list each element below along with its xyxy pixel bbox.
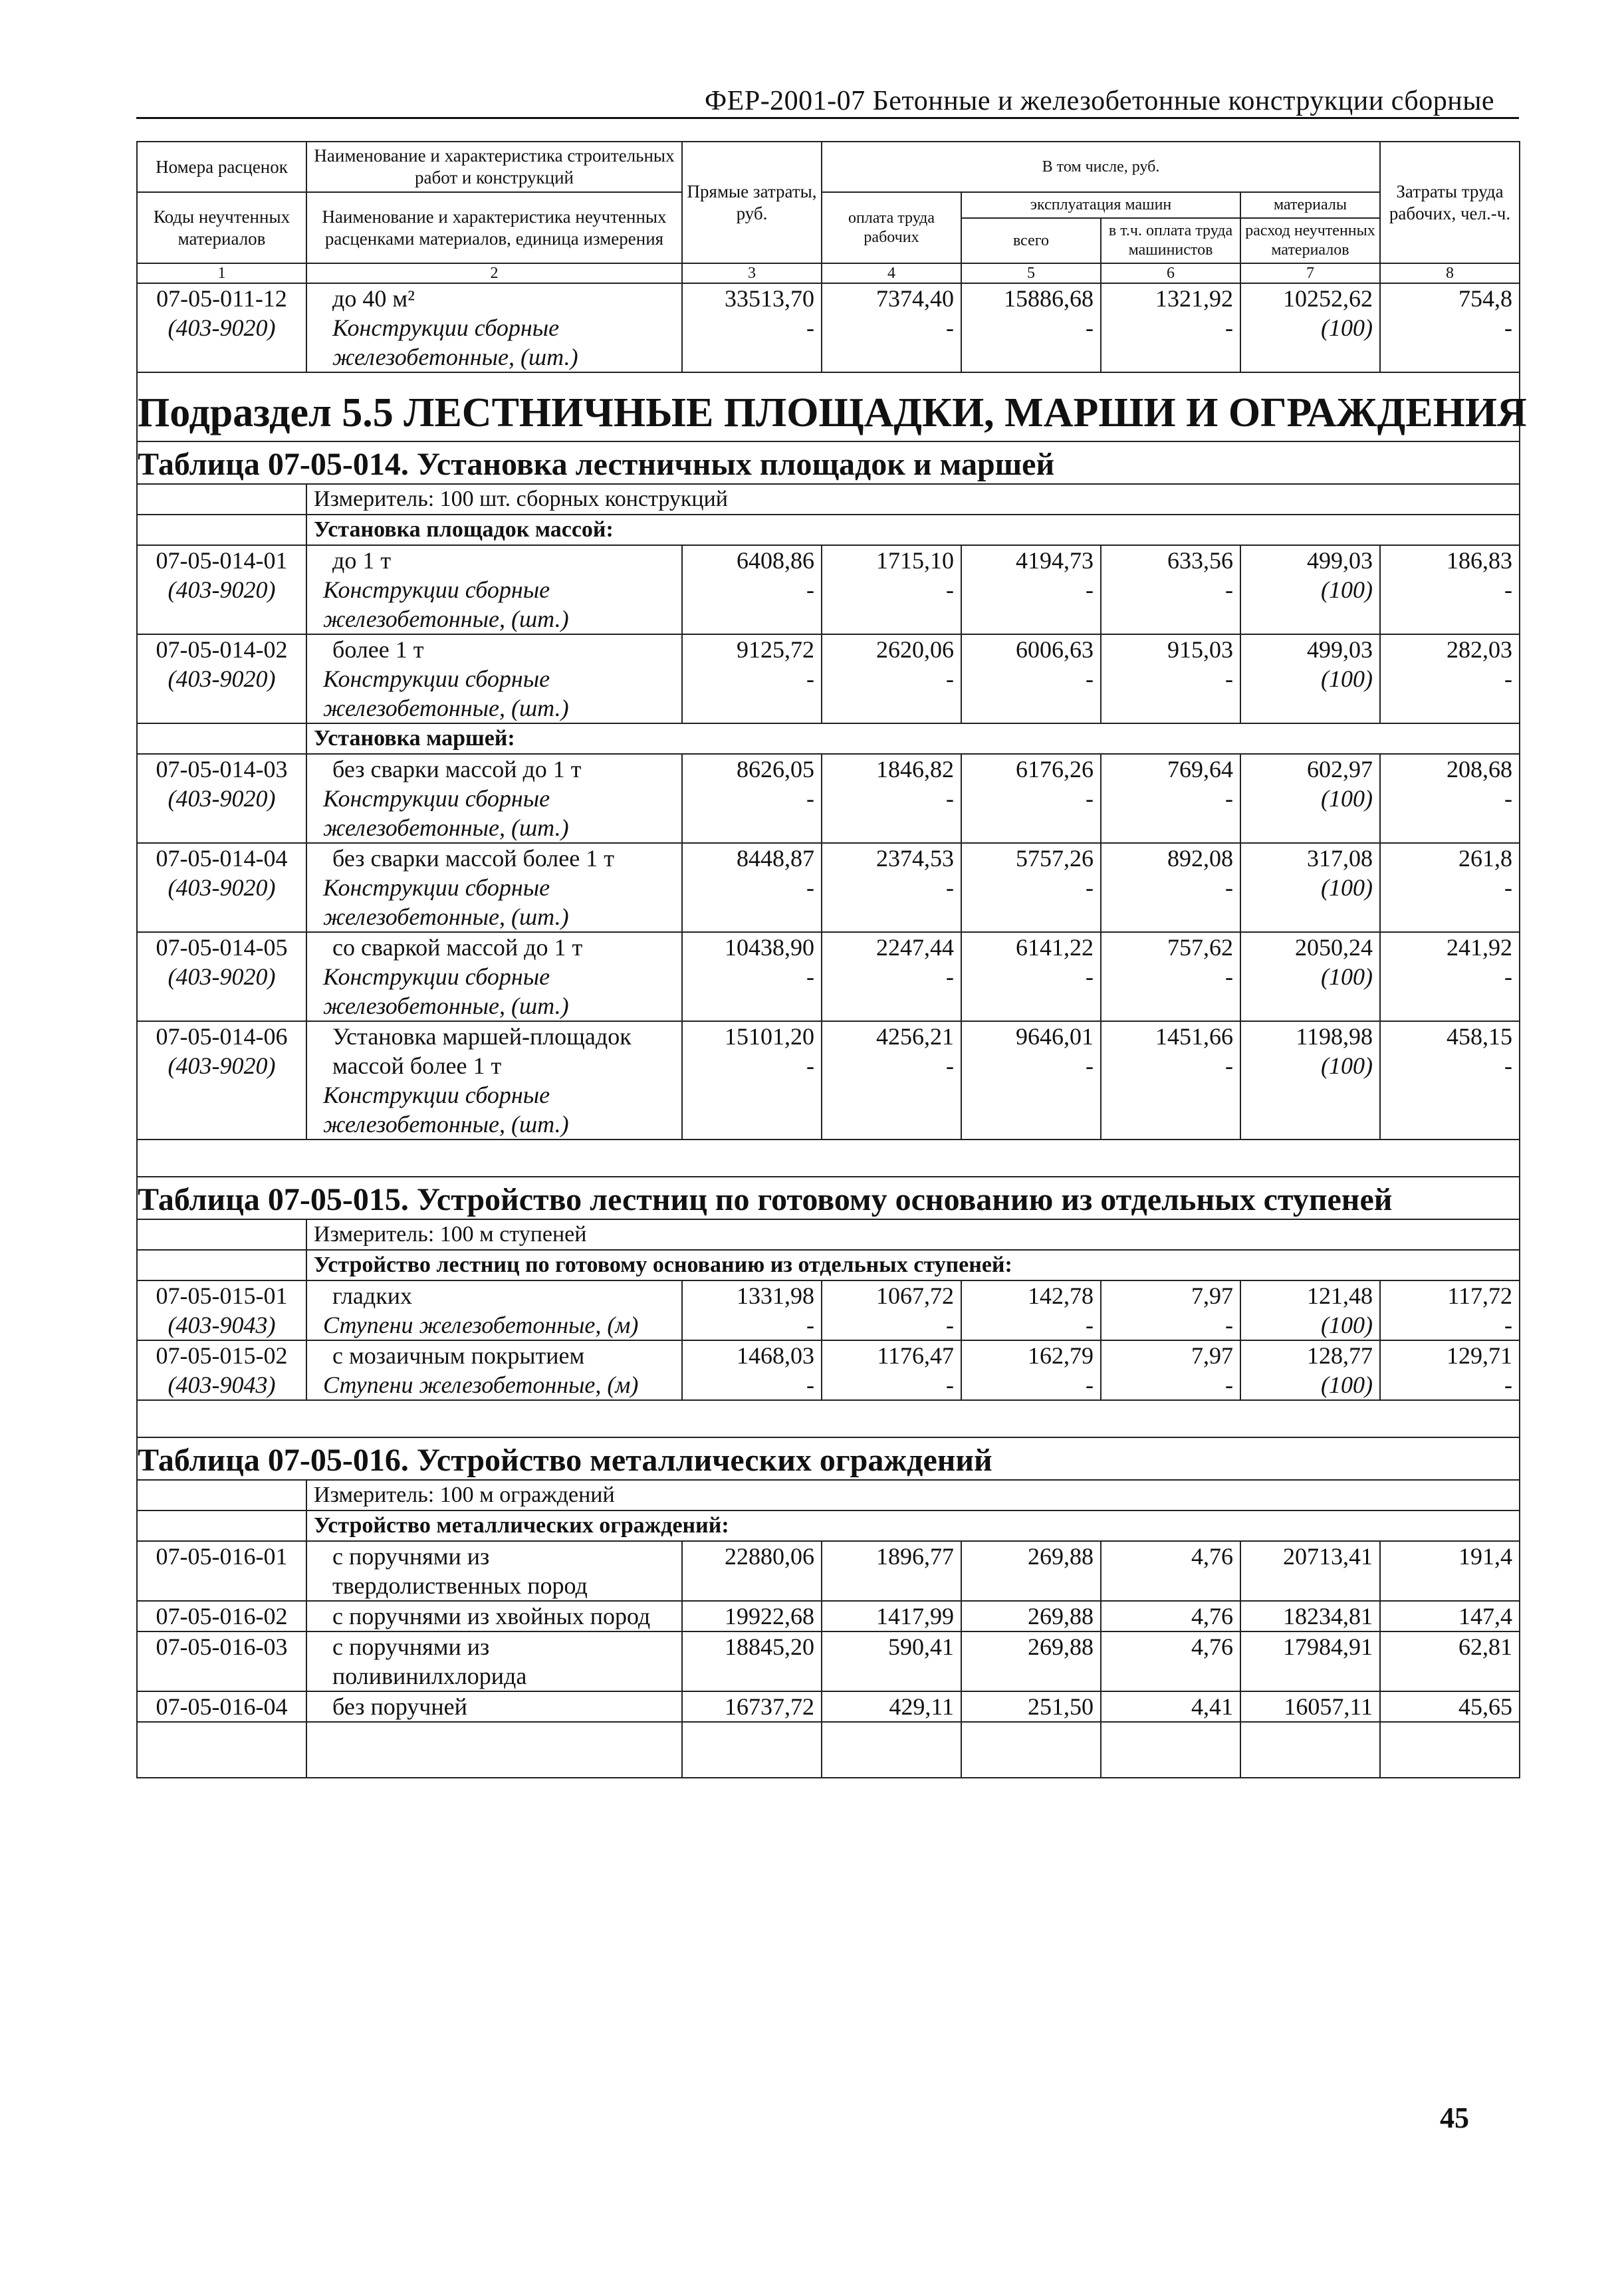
value-cell: 9125,72 - — [682, 634, 822, 723]
value-cell: 4,41 — [1101, 1691, 1240, 1722]
col-number: 2 — [306, 263, 682, 283]
rate-code: 07-05-016-01 — [137, 1541, 306, 1601]
material-code: (403-9020) — [168, 576, 276, 603]
rate-row — [137, 545, 1520, 634]
col-labor-pay-header: оплата труда рабочих — [822, 192, 961, 263]
rate-name: с поручнями из твердолиственных пород — [306, 1541, 682, 1601]
value-cell: 186,83 - — [1380, 545, 1520, 634]
material-name: Конструкции сборные железобетонные, (шт.) — [323, 665, 569, 721]
value-cell: 18845,20 — [682, 1631, 822, 1691]
value-cell: 499,03 (100) — [1240, 545, 1380, 634]
value-cell: 6408,86 - — [682, 545, 822, 634]
table-016-title: Таблица 07-05-016. Устройство металлических ограждений — [137, 1437, 1520, 1480]
value-cell: 16057,11 — [1240, 1691, 1380, 1722]
value-cell: 147,4 — [1380, 1601, 1520, 1631]
value-cell: 269,88 — [961, 1541, 1101, 1601]
col-number: 8 — [1380, 263, 1520, 283]
col-machinists-pay-header: в т.ч. оплата труда машинистов — [1101, 218, 1240, 263]
document-header-title: ФЕР-2001-07 Бетонные и железобетонные конструкции сборные — [705, 86, 1495, 116]
material-name: Ступени железобетонные, (м) — [323, 1312, 639, 1338]
rate-code: 07-05-015-01 (403-9043) — [137, 1280, 306, 1340]
page-number: 45 — [1440, 2102, 1469, 2134]
rate-code: 07-05-011-12 (403-9020) — [137, 283, 306, 372]
rate-name: без сварки массой до 1 т Конструкции сборные железобетонные, (шт.) — [306, 754, 682, 843]
col-machines-header: эксплуатация машин — [961, 192, 1240, 218]
material-code: (403-9020) — [168, 1052, 276, 1079]
table-015-title: Таблица 07-05-015. Устройство лестниц по готовому основанию из отдельных ступеней — [137, 1177, 1520, 1219]
value-cell: 7,97 - — [1101, 1340, 1240, 1400]
rate-row — [137, 754, 1520, 843]
col-number: 7 — [1240, 263, 1380, 283]
rate-code: 07-05-016-02 — [137, 1601, 306, 1631]
section-title: Подраздел 5.5 ЛЕСТНИЧНЫЕ ПЛОЩАДКИ, МАРШИ И ОГРАЖДЕНИЯ — [137, 372, 1520, 441]
value-cell: 129,71 - — [1380, 1340, 1520, 1400]
rate-name: со сваркой массой до 1 т Конструкции сборные железобетонные, (шт.) — [306, 932, 682, 1021]
rate-row: 07-05-011-12 (403-9020) до 40 м² Конструкции сборные железобетонные, (шт.) 33513,70 - 7374,40 - 15886,68 - 1321,92 - 10252,62 (100) 754,8 - — [137, 283, 1520, 372]
material-code: (403-9043) — [168, 1372, 276, 1398]
value-cell: 22880,06 — [682, 1541, 822, 1601]
value-cell: 1417,99 — [822, 1601, 961, 1631]
rate-row — [137, 1541, 1520, 1601]
header-row-2 — [137, 192, 1520, 218]
value-cell: 2247,44 - — [822, 932, 961, 1021]
rate-code: 07-05-016-03 — [137, 1631, 306, 1691]
rate-name: Установка маршей-площадок массой более 1 т Конструкции сборные железобетонные, (шт.) — [306, 1021, 682, 1140]
value-cell: 191,4 — [1380, 1541, 1520, 1601]
table-015-group: Устройство лестниц по готовому основанию из отдельных ступеней: — [306, 1250, 1520, 1280]
value-cell: 458,15 - — [1380, 1021, 1520, 1140]
rate-code: 07-05-014-06 (403-9020) — [137, 1021, 306, 1140]
value-cell: 1846,82 - — [822, 754, 961, 843]
material-code: (403-9020) — [168, 314, 276, 341]
col-materials-header: материалы — [1240, 192, 1380, 218]
value-cell: 117,72 - — [1380, 1280, 1520, 1340]
value-cell: 2620,06 - — [822, 634, 961, 723]
rate-name: без поручней — [306, 1691, 682, 1722]
col-including-header: В том числе, руб. — [822, 142, 1380, 192]
material-name: Конструкции сборные железобетонные, (шт.) — [332, 314, 578, 370]
rate-name: с мозаичным покрытием Ступени железобетонные, (м) — [306, 1340, 682, 1400]
value-cell: 62,81 — [1380, 1631, 1520, 1691]
table-014-rows-flights — [137, 754, 1520, 1140]
rate-code: 07-05-014-04 (403-9020) — [137, 843, 306, 932]
value-cell: 121,48 (100) — [1240, 1280, 1380, 1340]
value-cell: 4,76 — [1101, 1631, 1240, 1691]
value-cell: 4194,73 - — [961, 545, 1101, 634]
value-cell: 269,88 — [961, 1601, 1101, 1631]
col-material-use-header: расход неучтенных материалов — [1240, 218, 1380, 263]
value-cell: 1067,72 - — [822, 1280, 961, 1340]
value-cell: 45,65 — [1380, 1691, 1520, 1722]
material-code: (403-9020) — [168, 963, 276, 990]
value-cell: 602,97 (100) — [1240, 754, 1380, 843]
value-cell: 20713,41 — [1240, 1541, 1380, 1601]
material-code: (403-9020) — [168, 785, 276, 812]
value-cell: 18234,81 — [1240, 1601, 1380, 1631]
col-number: 6 — [1101, 263, 1240, 283]
value-cell: 1176,47 - — [822, 1340, 961, 1400]
material-name: Ступени железобетонные, (м) — [323, 1372, 639, 1398]
value-cell: 142,78 - — [961, 1280, 1101, 1340]
value-cell: 8626,05 - — [682, 754, 822, 843]
rate-name: гладких Ступени железобетонные, (м) — [306, 1280, 682, 1340]
value-cell: 1451,66 - — [1101, 1021, 1240, 1140]
material-name: Конструкции сборные железобетонные, (шт.) — [323, 874, 569, 930]
value-cell: 757,62 - — [1101, 932, 1240, 1021]
table-016-measure: Измеритель: 100 м ограждений — [306, 1480, 1520, 1510]
value-cell: 4,76 — [1101, 1541, 1240, 1601]
rate-row — [137, 1340, 1520, 1400]
rate-row — [137, 1601, 1520, 1631]
col-number: 5 — [961, 263, 1101, 283]
value-cell: 241,92 - — [1380, 932, 1520, 1021]
rate-code: 07-05-014-05 (403-9020) — [137, 932, 306, 1021]
rate-code: 07-05-016-04 — [137, 1691, 306, 1722]
value-cell: 128,77 (100) — [1240, 1340, 1380, 1400]
value-cell: 282,03 - — [1380, 634, 1520, 723]
value-cell: 590,41 — [822, 1631, 961, 1691]
value-cell: 317,08 (100) — [1240, 843, 1380, 932]
col-machines-total-header: всего — [961, 218, 1101, 263]
value-cell: 10438,90 - — [682, 932, 822, 1021]
col-number: 4 — [822, 263, 961, 283]
value-cell: 769,64 - — [1101, 754, 1240, 843]
column-numbers-row — [137, 263, 1520, 283]
value-cell: 499,03 (100) — [1240, 634, 1380, 723]
rate-name: до 40 м² Конструкции сборные железобетонные, (шт.) — [306, 283, 682, 372]
rate-row — [137, 843, 1520, 932]
rate-name: более 1 т Конструкции сборные железобетонные, (шт.) — [306, 634, 682, 723]
table-016-rows — [137, 1541, 1520, 1722]
value-cell: 2374,53 - — [822, 843, 961, 932]
material-code: (403-9020) — [168, 665, 276, 692]
rate-code: 07-05-014-03 (403-9020) — [137, 754, 306, 843]
material-code: (403-9043) — [168, 1312, 276, 1338]
value-cell: 6006,63 - — [961, 634, 1101, 723]
col-material-codes-header: Коды неучтенных материалов — [137, 192, 306, 263]
header-rule — [136, 117, 1519, 119]
value-cell: 15101,20 - — [682, 1021, 822, 1140]
table-016-group: Устройство металлических ограждений: — [306, 1510, 1520, 1541]
value-cell: 16737,72 — [682, 1691, 822, 1722]
value-cell: 269,88 — [961, 1631, 1101, 1691]
rate-row — [137, 1280, 1520, 1340]
rate-name: с поручнями из поливинилхлорида — [306, 1631, 682, 1691]
value-cell: 251,50 — [961, 1691, 1101, 1722]
rate-code: 07-05-014-02 (403-9020) — [137, 634, 306, 723]
value-cell: 633,56 - — [1101, 545, 1240, 634]
value-cell: 1715,10 - — [822, 545, 961, 634]
value-cell: 7,97 - — [1101, 1280, 1240, 1340]
value-cell: 892,08 - — [1101, 843, 1240, 932]
value-cell: 1198,98 (100) — [1240, 1021, 1380, 1140]
value-cell: 5757,26 - — [961, 843, 1101, 932]
col-labor-cost-header: Затраты труда рабочих, чел.-ч. — [1380, 142, 1520, 263]
col-direct-costs-header: Прямые затраты, руб. — [682, 142, 822, 263]
material-name: Конструкции сборные железобетонные, (шт.) — [323, 963, 569, 1019]
table-014-measure: Измеритель: 100 шт. сборных конструкций — [306, 484, 1520, 515]
value-cell: 6176,26 - — [961, 754, 1101, 843]
rate-name: с поручнями из хвойных пород — [306, 1601, 682, 1631]
value-cell: 208,68 - — [1380, 754, 1520, 843]
col-codes-header: Номера расценок — [137, 142, 306, 192]
value-cell: 162,79 - — [961, 1340, 1101, 1400]
rate-code: 07-05-014-01 (403-9020) — [137, 545, 306, 634]
col-number: 1 — [137, 263, 306, 283]
material-name: Конструкции сборные железобетонные, (шт.) — [323, 576, 569, 632]
value-cell: 915,03 - — [1101, 634, 1240, 723]
rate-row — [137, 1691, 1520, 1722]
rate-row — [137, 634, 1520, 723]
value-cell: 4256,21 - — [822, 1021, 961, 1140]
value-cell: 261,8 - — [1380, 843, 1520, 932]
rate-name: без сварки массой более 1 т Конструкции сборные железобетонные, (шт.) — [306, 843, 682, 932]
value-cell: 4,76 — [1101, 1601, 1240, 1631]
value-cell: 1468,03 - — [682, 1340, 822, 1400]
value-cell: 429,11 — [822, 1691, 961, 1722]
table-015-rows — [137, 1280, 1520, 1400]
value-cell: 1331,98 - — [682, 1280, 822, 1340]
table-014-group-flights: Установка маршей: — [306, 723, 1520, 754]
value-cell: 8448,87 - — [682, 843, 822, 932]
table-014-rows-platforms — [137, 545, 1520, 723]
value-cell: 17984,91 — [1240, 1631, 1380, 1691]
rates-table — [136, 141, 1527, 1778]
value-cell: 9646,01 - — [961, 1021, 1101, 1140]
table-015-measure: Измеритель: 100 м ступеней — [306, 1219, 1520, 1250]
value-cell: 2050,24 (100) — [1240, 932, 1380, 1021]
rate-row — [137, 1021, 1520, 1140]
col-material-names-header: Наименование и характеристика неучтенных расценками материалов, единица измерения — [306, 192, 682, 263]
material-name: Конструкции сборные железобетонные, (шт.) — [323, 785, 569, 841]
header-row-1 — [137, 142, 1520, 192]
value-cell: 6141,22 - — [961, 932, 1101, 1021]
material-code: (403-9020) — [168, 874, 276, 901]
col-names-header: Наименование и характеристика строительных работ и конструкций — [306, 142, 682, 192]
table-014-group-platforms: Установка площадок массой: — [306, 515, 1520, 545]
rate-row — [137, 932, 1520, 1021]
col-number: 3 — [682, 263, 822, 283]
rate-code: 07-05-015-02 (403-9043) — [137, 1340, 306, 1400]
value-cell: 19922,68 — [682, 1601, 822, 1631]
table-014-title: Таблица 07-05-014. Установка лестничных площадок и маршей — [137, 441, 1520, 484]
value-cell: 1896,77 — [822, 1541, 961, 1601]
rate-row — [137, 1631, 1520, 1691]
rate-name: до 1 т Конструкции сборные железобетонные, (шт.) — [306, 545, 682, 634]
material-name: Конструкции сборные железобетонные, (шт.) — [323, 1082, 569, 1138]
